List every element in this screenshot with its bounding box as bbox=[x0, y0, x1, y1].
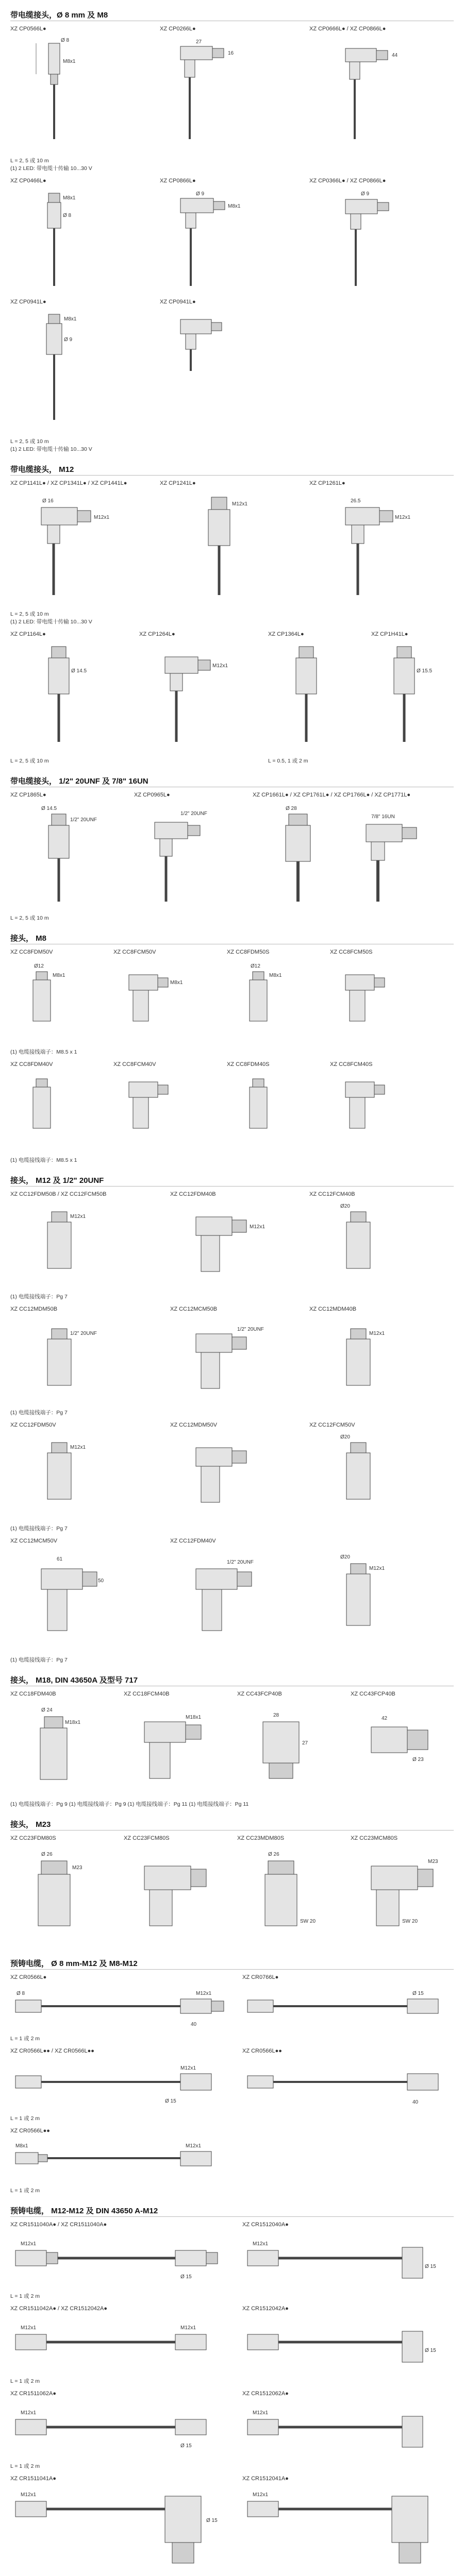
dimension-label: 27 bbox=[302, 1740, 308, 1746]
dimension-label: Ø12 bbox=[251, 963, 260, 969]
section-title-connectors-m8: 接头， M8 bbox=[10, 934, 47, 943]
ref-label: XZ CP0866L● bbox=[160, 178, 196, 184]
dimension-label: 1/2" 20UNF bbox=[70, 817, 97, 823]
precast-cable-drawing bbox=[242, 2058, 459, 2110]
unf-straight-connector-drawing bbox=[21, 804, 113, 907]
dimension-label: Ø 15 bbox=[425, 2264, 436, 2269]
ref-label: XZ CC23MDM80S bbox=[237, 1835, 285, 1841]
dimension-label: SW 20 bbox=[300, 1919, 316, 1924]
m12-field-connector-drawing bbox=[320, 1201, 433, 1289]
dimension-label: 1/2" 20UNF bbox=[237, 1327, 264, 1332]
footnote: (1) 2 LED: 带电缆十传输 10...30 V bbox=[10, 619, 92, 625]
m12-straight-connector-drawing bbox=[175, 492, 278, 605]
dimension-label: Ø 28 bbox=[286, 806, 297, 811]
precast-cable-drawing bbox=[242, 1985, 459, 2031]
m12-field-connector-angled-drawing bbox=[175, 1432, 289, 1520]
dimension-label: M18x1 bbox=[65, 1720, 81, 1725]
footnote: L = 2, 5 或 10 m bbox=[10, 438, 49, 445]
section-title-cable-connectors-unf: 带电缆接头， 1/2" 20UNF 及 7/8" 16UN bbox=[10, 777, 148, 786]
dimension-label: M8x1 bbox=[53, 973, 65, 978]
dimension-label: 50 bbox=[98, 1578, 104, 1584]
m12-angled-connector-drawing bbox=[21, 492, 134, 605]
ref-label: XZ CC23FDM80S bbox=[10, 1835, 56, 1841]
dimension-label: M12x1 bbox=[180, 2325, 196, 2331]
footnote: L = 0.5, 1 或 2 m bbox=[268, 758, 308, 764]
footnote: L = 2, 5 或 10 m bbox=[10, 158, 49, 164]
m18-field-connector-angled-drawing bbox=[129, 1701, 227, 1794]
dimension-label: 1/2" 20UNF bbox=[180, 811, 207, 817]
ref-label: XZ CC8FCM40V bbox=[113, 1061, 156, 1067]
m12-straight-connector-drawing bbox=[21, 641, 113, 750]
footnote: L = 2, 5 或 10 m bbox=[10, 611, 49, 617]
precast-cable-drawing bbox=[10, 1985, 232, 2031]
angled-connector-drawing bbox=[330, 36, 428, 149]
footnote: L = 1 或 2 m bbox=[10, 2036, 40, 2042]
ref-label: XZ CC43FCP40B bbox=[351, 1691, 395, 1697]
footnote: (1) 2 LED: 带电缆十传输 10...30 V bbox=[10, 165, 92, 172]
section-title-connectors-m12-unf: 接头， M12 及 1/2" 20UNF bbox=[10, 1176, 104, 1185]
ref-label: XZ CP1364L● bbox=[268, 631, 304, 637]
section-divider bbox=[10, 1186, 454, 1187]
ref-label: XZ CR1511041A● bbox=[10, 2476, 56, 2482]
dimension-label: Ø 9 bbox=[196, 191, 205, 197]
dimension-label: Ø 9 bbox=[64, 337, 73, 343]
m12-field-connector-drawing bbox=[21, 1432, 134, 1520]
ref-label: XZ CR1512040A● bbox=[242, 2222, 289, 2228]
dimension-label: Ø 26 bbox=[268, 1852, 279, 1857]
dimension-label: 26.5 bbox=[351, 498, 361, 504]
ref-label: XZ CP1141L● / XZ CP1341L● / XZ CP1441L● bbox=[10, 480, 127, 486]
ref-label: XZ CR1512041A● bbox=[242, 2476, 289, 2482]
ref-label: XZ CC12MCM50B bbox=[170, 1306, 218, 1312]
straight-m8-connector-drawing bbox=[31, 309, 103, 428]
m8-field-connector-drawing bbox=[232, 1072, 320, 1149]
m12-m12-cable-drawing bbox=[10, 2401, 232, 2458]
m8-field-connector-angled-drawing bbox=[335, 1072, 423, 1149]
m12-m12-cable-drawing bbox=[242, 2316, 459, 2372]
ref-label: XZ CC12MDM50V bbox=[170, 1422, 218, 1428]
section-divider bbox=[10, 1969, 454, 1970]
ref-label: XZ CR0566L●● / XZ CR0566L●● bbox=[10, 2048, 94, 2054]
dimension-label: M18x1 bbox=[186, 1715, 202, 1720]
section-title-connectors-m18-din: 接头， M18, DIN 43650A 及型号 717 bbox=[10, 1676, 138, 1685]
angled-m8-connector-drawing bbox=[170, 309, 242, 376]
section-title-precast-cables-m12: 预铸电缆， M12-M12 及 DIN 43650 A-M12 bbox=[10, 2207, 158, 2215]
din-valve-connector-drawing bbox=[242, 1701, 340, 1794]
ref-label: XZ CC12FCM40B bbox=[309, 1191, 355, 1197]
section-divider bbox=[10, 2216, 454, 2217]
dimension-label: M12x1 bbox=[21, 2492, 37, 2498]
section-divider bbox=[10, 1830, 454, 1831]
ref-label: XZ CP1164L● bbox=[10, 631, 46, 637]
m8-field-connector-angled-drawing bbox=[335, 959, 423, 1042]
section-divider bbox=[10, 475, 454, 476]
angled-m8-connector-drawing bbox=[170, 188, 258, 291]
m12-straight-connector-drawing bbox=[371, 641, 454, 750]
dimension-label: 61 bbox=[57, 1556, 63, 1562]
dimension-label: M8x1 bbox=[170, 980, 183, 986]
ref-label: XZ CP1661L● / XZ CP1761L● / XZ CP1766L● / XZ CP1771L● bbox=[253, 792, 411, 798]
footnote: L = 1 或 2 m bbox=[10, 2115, 40, 2122]
dimension-label: M12x1 bbox=[250, 1224, 266, 1230]
precast-cable-drawing bbox=[10, 2138, 232, 2179]
ref-label: XZ CC12MCM50V bbox=[10, 1538, 58, 1544]
footnote: (1) 电缆接线端子：Pg 7 bbox=[10, 1526, 68, 1532]
dimension-label: Ø 9 bbox=[361, 191, 370, 197]
ref-label: XZ CC12FDM40V bbox=[170, 1538, 216, 1544]
dimension-label: M12x1 bbox=[253, 2241, 269, 2247]
dimension-label: M12x1 bbox=[70, 1445, 86, 1450]
dimension-label: Ø 24 bbox=[41, 1707, 53, 1713]
footnote: (1) 电缆接线端子：M8.5 x 1 bbox=[10, 1157, 77, 1163]
dimension-label: Ø20 bbox=[340, 1554, 350, 1560]
dimension-label: Ø 15 bbox=[206, 2518, 218, 2523]
ref-label: XZ CP1264L● bbox=[139, 631, 175, 637]
dimension-label: M23 bbox=[428, 1859, 438, 1865]
ref-label: XZ CC8FDM40V bbox=[10, 1061, 53, 1067]
dimension-label: Ø 14.5 bbox=[71, 668, 87, 674]
m23-field-connector-angled-drawing bbox=[129, 1845, 227, 1938]
dimension-label: M8x1 bbox=[269, 973, 282, 978]
footnote: (1) 2 LED: 带电缆十传输 10...30 V bbox=[10, 446, 92, 452]
ref-label: XZ CC12FDM50V bbox=[10, 1422, 56, 1428]
dimension-label: M12x1 bbox=[21, 2410, 37, 2416]
m12-field-connector-angled-drawing bbox=[175, 1201, 289, 1289]
dimension-label: M12x1 bbox=[253, 2410, 269, 2416]
dimension-label: 40 bbox=[412, 2099, 419, 2105]
ref-label: XZ CC8FCM50V bbox=[113, 949, 156, 955]
dimension-label: M8x1 bbox=[64, 316, 77, 322]
m8-field-connector-angled-drawing bbox=[119, 1072, 206, 1149]
ref-label: XZ CC12FDM40B bbox=[170, 1191, 216, 1197]
din-cable-drawing bbox=[10, 2486, 232, 2576]
section-title-cable-connectors-m12: 带电缆接头， M12 bbox=[10, 465, 74, 474]
din-cable-drawing bbox=[242, 2486, 459, 2576]
dimension-label: Ø20 bbox=[340, 1204, 350, 1209]
dimension-label: M12x1 bbox=[186, 2143, 202, 2149]
m12-angled-connector-drawing bbox=[150, 641, 242, 750]
ref-label: XZ CP0266L● bbox=[160, 26, 196, 32]
ref-label: XZ CP1H41L● bbox=[371, 631, 408, 637]
footnote: L = 1 或 2 m bbox=[10, 2378, 40, 2384]
m12-field-connector-drawing bbox=[21, 1201, 134, 1289]
dimension-label: Ø 15 bbox=[180, 2443, 192, 2449]
dimension-label: M8x1 bbox=[63, 59, 76, 64]
dimension-label: M8x1 bbox=[63, 195, 76, 201]
ref-label: XZ CP0666L● / XZ CP0866L● bbox=[309, 26, 386, 32]
m8-field-connector-drawing bbox=[232, 959, 320, 1042]
unf-field-connector-angled-drawing bbox=[21, 1548, 155, 1651]
dimension-label: Ø 26 bbox=[41, 1852, 53, 1857]
ref-label: XZ CC43FCP40B bbox=[237, 1691, 282, 1697]
dimension-label: 7/8" 16UN bbox=[371, 814, 395, 820]
ref-label: XZ CC23MCM80S bbox=[351, 1835, 398, 1841]
ref-label: XZ CP0566L● bbox=[10, 26, 46, 32]
angled-m8-connector-drawing bbox=[330, 188, 428, 291]
ref-label: XZ CP0466L● bbox=[10, 178, 46, 184]
ref-label: XZ CC12FDM50B / XZ CC12FCM50B bbox=[10, 1191, 107, 1197]
ref-label: XZ CR1512042A● bbox=[242, 2306, 289, 2312]
dimension-label: M12x1 bbox=[21, 2241, 37, 2247]
angled-connector-drawing bbox=[170, 36, 253, 149]
dimension-label: 16 bbox=[228, 50, 234, 56]
dimension-label: Ø 16 bbox=[42, 498, 54, 504]
dimension-label: Ø 8 bbox=[16, 1991, 25, 1996]
dimension-label: M8x1 bbox=[15, 2143, 28, 2149]
ref-label: XZ CC8FDM50V bbox=[10, 949, 53, 955]
footnote: L = 1 或 2 m bbox=[10, 2293, 40, 2299]
footnote: L = 1 或 2 m bbox=[10, 2188, 40, 2194]
ref-label: XZ CP0941L● bbox=[160, 299, 196, 305]
dimension-label: M23 bbox=[72, 1865, 82, 1871]
unf-field-connector-angled-drawing bbox=[175, 1548, 309, 1651]
footnote: (1) 电缆接线端子：Pg 7 bbox=[10, 1657, 68, 1663]
dimension-label: Ø 15 bbox=[165, 2098, 176, 2104]
dimension-label: Ø12 bbox=[34, 963, 44, 969]
ref-label: XZ CP0366L● / XZ CP0866L● bbox=[309, 178, 386, 184]
dimension-label: 28 bbox=[273, 1713, 279, 1718]
ref-label: XZ CR0566L● bbox=[10, 1974, 47, 1980]
ref-label: XZ CC12MDM40B bbox=[309, 1306, 357, 1312]
ref-label: XZ CP0941L● bbox=[10, 299, 46, 305]
section-title-connectors-m23: 接头， M23 bbox=[10, 1820, 51, 1829]
ref-label: XZ CC8FDM50S bbox=[227, 949, 270, 955]
dimension-label: SW 20 bbox=[402, 1919, 418, 1924]
dimension-label: Ø 8 bbox=[61, 38, 70, 43]
section-title-precast-cables-8mm: 预铸电缆， Ø 8 mm-M12 及 M8-M12 bbox=[10, 1959, 138, 1968]
ref-label: XZ CC8FDM40S bbox=[227, 1061, 270, 1067]
footnote: (1) 电缆接线端子：M8.5 x 1 bbox=[10, 1049, 77, 1055]
ref-label: XZ CC18FDM40B bbox=[10, 1691, 56, 1697]
ref-label: XZ CC8FCM50S bbox=[330, 949, 373, 955]
dimension-label: 1/2" 20UNF bbox=[70, 1331, 97, 1336]
dimension-label: Ø 15 bbox=[180, 2274, 192, 2280]
unf-angled-connector-drawing bbox=[139, 804, 242, 907]
dimension-label: M12x1 bbox=[395, 515, 411, 520]
m18-field-connector-drawing bbox=[15, 1701, 113, 1794]
ref-label: XZ CR1511062A● bbox=[10, 2391, 56, 2397]
dimension-label: Ø 14.5 bbox=[41, 806, 57, 811]
ref-label: XZ CC23FCM80S bbox=[124, 1835, 170, 1841]
ref-label: XZ CC8FCM40S bbox=[330, 1061, 373, 1067]
ref-label: XZ CP0965L● bbox=[134, 792, 170, 798]
unf-field-connector-angled-drawing bbox=[175, 1316, 299, 1404]
dimension-label: M12x1 bbox=[70, 1214, 86, 1219]
dimension-label: M12x1 bbox=[196, 1991, 212, 1996]
m12-m12-cable-drawing bbox=[10, 2232, 232, 2289]
unf-field-connector-drawing bbox=[21, 1316, 144, 1404]
m12-field-connector-drawing bbox=[320, 1316, 433, 1404]
ref-label: XZ CP1261L● bbox=[309, 480, 345, 486]
dimension-label: Ø20 bbox=[340, 1434, 350, 1440]
straight-m8-connector-drawing bbox=[31, 188, 103, 291]
m12-field-connector-drawing bbox=[320, 1432, 433, 1520]
dimension-label: Ø 15 bbox=[425, 2348, 436, 2353]
dimension-label: M12x1 bbox=[180, 2065, 196, 2071]
footnote: (1) 电缆接线端子：Pg 7 bbox=[10, 1294, 68, 1300]
ref-label: XZ CP1241L● bbox=[160, 480, 196, 486]
m8-field-connector-drawing bbox=[15, 959, 103, 1042]
ref-label: XZ CR1512062A● bbox=[242, 2391, 289, 2397]
footnote: (1) 电缆接线端子：Pg 9 (1) 电缆接线端子：Pg 9 (1) 电缆接线端子：Pg 11 (1) 电缆接线端子：Pg 11 bbox=[10, 1801, 249, 1807]
m12-m12-cable-drawing bbox=[242, 2401, 459, 2458]
ref-label: XZ CR0766L● bbox=[242, 1974, 279, 1980]
precast-cable-drawing bbox=[10, 2058, 232, 2110]
dimension-label: M12x1 bbox=[212, 663, 228, 669]
section-title-cable-connectors-8mm-m8: 带电缆接头，Ø 8 mm 及 M8 bbox=[10, 11, 108, 20]
ref-label: XZ CC18FCM40B bbox=[124, 1691, 170, 1697]
m8-field-connector-angled-drawing bbox=[119, 959, 206, 1042]
footnote: L = 2, 5 或 10 m bbox=[10, 758, 49, 764]
ref-label: XZ CC12MDM50B bbox=[10, 1306, 58, 1312]
type717-connector-drawing bbox=[356, 1701, 454, 1794]
dimension-label: M12x1 bbox=[369, 1331, 385, 1336]
m12-straight-connector-drawing bbox=[273, 641, 356, 750]
dimension-label: 40 bbox=[191, 2022, 197, 2027]
ref-label: XZ CC12FCM50V bbox=[309, 1422, 355, 1428]
ref-label: XZ CP1865L● bbox=[10, 792, 46, 798]
ref-label: XZ CR0566L●● bbox=[10, 2128, 50, 2134]
dimension-label: Ø 15 bbox=[412, 1991, 424, 1996]
ref-label: XZ CR1511042A● / XZ CR1512042A● bbox=[10, 2306, 107, 2312]
m12-m12-cable-drawing bbox=[10, 2316, 232, 2372]
dimension-label: M12x1 bbox=[232, 501, 248, 507]
dimension-label: M12x1 bbox=[369, 1566, 385, 1571]
dimension-label: M12x1 bbox=[253, 2492, 269, 2498]
dimension-label: M12x1 bbox=[94, 515, 110, 520]
dimension-label: Ø 8 bbox=[63, 213, 72, 218]
m23-field-connector-angled-drawing bbox=[356, 1845, 454, 1938]
dimension-label: M12x1 bbox=[21, 2325, 37, 2331]
m12-m12-cable-drawing bbox=[242, 2232, 459, 2289]
dimension-label: 42 bbox=[382, 1716, 388, 1721]
dimension-label: 27 bbox=[196, 39, 202, 45]
m12-field-connector-drawing bbox=[320, 1548, 433, 1651]
ref-label: XZ CR0566L●● bbox=[242, 2048, 282, 2054]
unf-connector-pair-drawing bbox=[268, 804, 433, 907]
footnote: L = 2, 5 或 10 m bbox=[10, 915, 49, 921]
dimension-label: 1/2" 20UNF bbox=[227, 1560, 254, 1565]
dimension-label: Ø 23 bbox=[412, 1757, 424, 1762]
m23-field-connector-drawing bbox=[242, 1845, 340, 1938]
footnote: (1) 电缆接线端子：Pg 7 bbox=[10, 1410, 68, 1416]
ref-label: XZ CR1511040A● / XZ CR1511040A● bbox=[10, 2222, 107, 2228]
dimension-label: M8x1 bbox=[228, 204, 241, 209]
m8-field-connector-drawing bbox=[15, 1072, 103, 1149]
m12-angled-connector-drawing bbox=[330, 492, 433, 605]
dimension-label: 44 bbox=[392, 53, 398, 58]
straight-connector-drawing bbox=[31, 36, 103, 149]
dimension-label: Ø 15.5 bbox=[417, 668, 433, 674]
m23-field-connector-drawing bbox=[15, 1845, 113, 1938]
footnote: L = 1 或 2 m bbox=[10, 2463, 40, 2469]
